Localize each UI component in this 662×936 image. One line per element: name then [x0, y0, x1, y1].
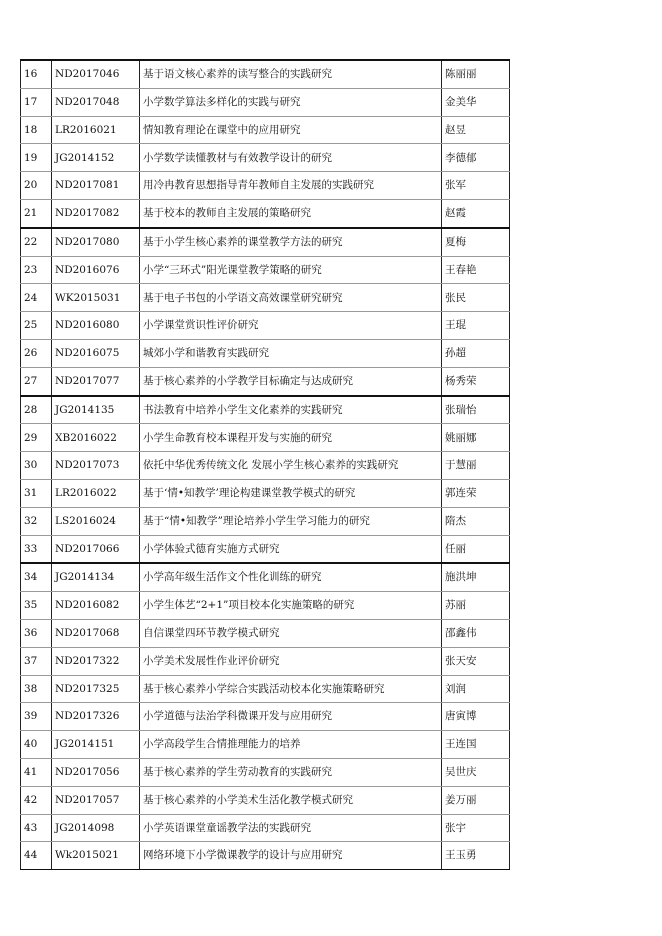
leader-name-cell: 郭连荣	[442, 479, 510, 507]
project-title-cell: 小学数学算法多样化的实践与研究	[140, 88, 442, 116]
leader-name-cell: 王玉勇	[442, 842, 510, 870]
project-code-cell: ND2017066	[52, 535, 140, 563]
row-number-cell: 27	[21, 367, 52, 395]
project-title-cell: 自信课堂四环节教学模式研究	[140, 619, 442, 647]
row-number-cell: 38	[21, 675, 52, 703]
project-title-cell: 基于电子书包的小学语文高效课堂研究研究	[140, 284, 442, 312]
project-code-cell: LR2016022	[52, 479, 140, 507]
project-title-cell: 网络环境下小学微课教学的设计与应用研究	[140, 842, 442, 870]
project-title-cell: 基于语文核心素养的读写整合的实践研究	[140, 60, 442, 88]
project-code-cell: ND2016075	[52, 339, 140, 367]
project-code-cell: ND2017048	[52, 88, 140, 116]
row-number-cell: 44	[21, 842, 52, 870]
project-code-cell: ND2017068	[52, 619, 140, 647]
project-title-cell: 基于核心素养的学生劳动教育的实践研究	[140, 758, 442, 786]
leader-name-cell: 陈丽丽	[442, 60, 510, 88]
project-code-cell: ND2017081	[52, 172, 140, 200]
row-number-cell: 19	[21, 144, 52, 172]
project-code-cell: JG2014151	[52, 731, 140, 759]
project-code-cell: ND2016080	[52, 312, 140, 340]
row-number-cell: 36	[21, 619, 52, 647]
table-row	[21, 786, 510, 814]
project-code-cell: ND2016076	[52, 256, 140, 284]
leader-name-cell: 刘润	[442, 675, 510, 703]
leader-name-cell: 赵昱	[442, 116, 510, 144]
leader-name-cell: 李德郁	[442, 144, 510, 172]
leader-name-cell: 孙超	[442, 339, 510, 367]
row-number-cell: 40	[21, 731, 52, 759]
row-number-cell: 23	[21, 256, 52, 284]
project-title-cell: 小学“三环式”阳光课堂教学策略的研究	[140, 256, 442, 284]
row-number-cell: 42	[21, 786, 52, 814]
project-code-cell: ND2017326	[52, 703, 140, 731]
row-number-cell: 35	[21, 592, 52, 620]
table-row	[21, 647, 510, 675]
project-title-cell: 用冷冉教育思想指导青年教师自主发展的实践研究	[140, 172, 442, 200]
leader-name-cell: 苏丽	[442, 592, 510, 620]
table-row	[21, 758, 510, 786]
project-table-body	[21, 60, 510, 870]
leader-name-cell: 王春艳	[442, 256, 510, 284]
leader-name-cell: 夏梅	[442, 228, 510, 256]
project-code-cell: ND2017056	[52, 758, 140, 786]
table-row	[21, 563, 510, 591]
project-title-cell: 基于小学生核心素养的课堂教学方法的研究	[140, 228, 442, 256]
row-number-cell: 43	[21, 814, 52, 842]
table-row	[21, 60, 510, 88]
project-table-container	[20, 59, 510, 870]
row-number-cell: 16	[21, 60, 52, 88]
row-number-cell: 25	[21, 312, 52, 340]
table-row	[21, 367, 510, 395]
row-number-cell: 28	[21, 396, 52, 424]
table-row	[21, 703, 510, 731]
leader-name-cell: 吴世庆	[442, 758, 510, 786]
table-row	[21, 479, 510, 507]
row-number-cell: 30	[21, 452, 52, 480]
table-row	[21, 452, 510, 480]
row-number-cell: 39	[21, 703, 52, 731]
table-row	[21, 284, 510, 312]
leader-name-cell: 姚丽娜	[442, 424, 510, 452]
table-row	[21, 396, 510, 424]
row-number-cell: 31	[21, 479, 52, 507]
table-row	[21, 507, 510, 535]
project-title-cell: 基于核心素养小学综合实践活动校本化实施策略研究	[140, 675, 442, 703]
table-row	[21, 592, 510, 620]
project-code-cell: JG2014134	[52, 563, 140, 591]
leader-name-cell: 王连国	[442, 731, 510, 759]
project-title-cell: 城郊小学和谐教育实践研究	[140, 339, 442, 367]
row-number-cell: 34	[21, 563, 52, 591]
leader-name-cell: 张民	[442, 284, 510, 312]
leader-name-cell: 赵霞	[442, 199, 510, 227]
leader-name-cell: 王琨	[442, 312, 510, 340]
table-row	[21, 814, 510, 842]
project-code-cell: JG2014135	[52, 396, 140, 424]
leader-name-cell: 施洪坤	[442, 563, 510, 591]
project-code-cell: Wk2015021	[52, 842, 140, 870]
table-row	[21, 116, 510, 144]
project-title-cell: 基于‘情•知教学’理论构建课堂教学模式的研究	[140, 479, 442, 507]
row-number-cell: 24	[21, 284, 52, 312]
leader-name-cell: 姜万丽	[442, 786, 510, 814]
project-title-cell: 基于核心素养的小学美术生活化教学模式研究	[140, 786, 442, 814]
table-row	[21, 172, 510, 200]
project-code-cell: ND2017057	[52, 786, 140, 814]
table-row	[21, 675, 510, 703]
leader-name-cell: 张军	[442, 172, 510, 200]
row-number-cell: 22	[21, 228, 52, 256]
project-title-cell: 小学道德与法治学科微课开发与应用研究	[140, 703, 442, 731]
project-title-cell: 小学美术发展性作业评价研究	[140, 647, 442, 675]
project-code-cell: LS2016024	[52, 507, 140, 535]
row-number-cell: 37	[21, 647, 52, 675]
row-number-cell: 29	[21, 424, 52, 452]
table-row	[21, 339, 510, 367]
table-row	[21, 424, 510, 452]
table-row	[21, 842, 510, 870]
project-code-cell: ND2017080	[52, 228, 140, 256]
project-code-cell: ND2017046	[52, 60, 140, 88]
table-row	[21, 731, 510, 759]
project-title-cell: 小学生命教育校本课程开发与实施的研究	[140, 424, 442, 452]
project-title-cell: 书法教育中培养小学生文化素养的实践研究	[140, 396, 442, 424]
row-number-cell: 41	[21, 758, 52, 786]
project-title-cell: 小学课堂赏识性评价研究	[140, 312, 442, 340]
leader-name-cell: 张宇	[442, 814, 510, 842]
leader-name-cell: 张瑞怡	[442, 396, 510, 424]
row-number-cell: 18	[21, 116, 52, 144]
project-title-cell: 小学体验式德育实施方式研究	[140, 535, 442, 563]
table-row	[21, 144, 510, 172]
leader-name-cell: 任丽	[442, 535, 510, 563]
project-title-cell: 情知教育理论在课堂中的应用研究	[140, 116, 442, 144]
leader-name-cell: 张天安	[442, 647, 510, 675]
project-code-cell: JG2014098	[52, 814, 140, 842]
table-row	[21, 256, 510, 284]
project-title-cell: 小学数学读懂教材与有效教学设计的研究	[140, 144, 442, 172]
leader-name-cell: 唐寅博	[442, 703, 510, 731]
project-code-cell: ND2017077	[52, 367, 140, 395]
row-number-cell: 32	[21, 507, 52, 535]
project-code-cell: ND2017325	[52, 675, 140, 703]
project-code-cell: ND2017073	[52, 452, 140, 480]
project-title-cell: 小学英语课堂童谣教学法的实践研究	[140, 814, 442, 842]
table-row	[21, 535, 510, 563]
table-row	[21, 312, 510, 340]
table-row	[21, 228, 510, 256]
leader-name-cell: 杨秀荣	[442, 367, 510, 395]
row-number-cell: 17	[21, 88, 52, 116]
project-code-cell: XB2016022	[52, 424, 140, 452]
project-title-cell: 依托中华优秀传统文化 发展小学生核心素养的实践研究	[140, 452, 442, 480]
leader-name-cell: 金美华	[442, 88, 510, 116]
project-title-cell: 小学高段学生合情推理能力的培养	[140, 731, 442, 759]
project-title-cell: 基于“情•知教学”理论培养小学生学习能力的研究	[140, 507, 442, 535]
row-number-cell: 21	[21, 199, 52, 227]
row-number-cell: 33	[21, 535, 52, 563]
row-number-cell: 26	[21, 339, 52, 367]
project-table	[20, 59, 510, 870]
leader-name-cell: 于慧丽	[442, 452, 510, 480]
project-code-cell: JG2014152	[52, 144, 140, 172]
project-code-cell: ND2016082	[52, 592, 140, 620]
project-code-cell: ND2017322	[52, 647, 140, 675]
project-code-cell: ND2017082	[52, 199, 140, 227]
project-title-cell: 小学高年级生活作文个性化训练的研究	[140, 563, 442, 591]
project-code-cell: WK2015031	[52, 284, 140, 312]
leader-name-cell: 隋杰	[442, 507, 510, 535]
table-row	[21, 88, 510, 116]
row-number-cell: 20	[21, 172, 52, 200]
project-code-cell: LR2016021	[52, 116, 140, 144]
project-title-cell: 小学生体艺“2+1”项目校本化实施策略的研究	[140, 592, 442, 620]
table-row	[21, 619, 510, 647]
leader-name-cell: 邵鑫伟	[442, 619, 510, 647]
table-row	[21, 199, 510, 227]
project-title-cell: 基于核心素养的小学教学目标确定与达成研究	[140, 367, 442, 395]
project-title-cell: 基于校本的教师自主发展的策略研究	[140, 199, 442, 227]
